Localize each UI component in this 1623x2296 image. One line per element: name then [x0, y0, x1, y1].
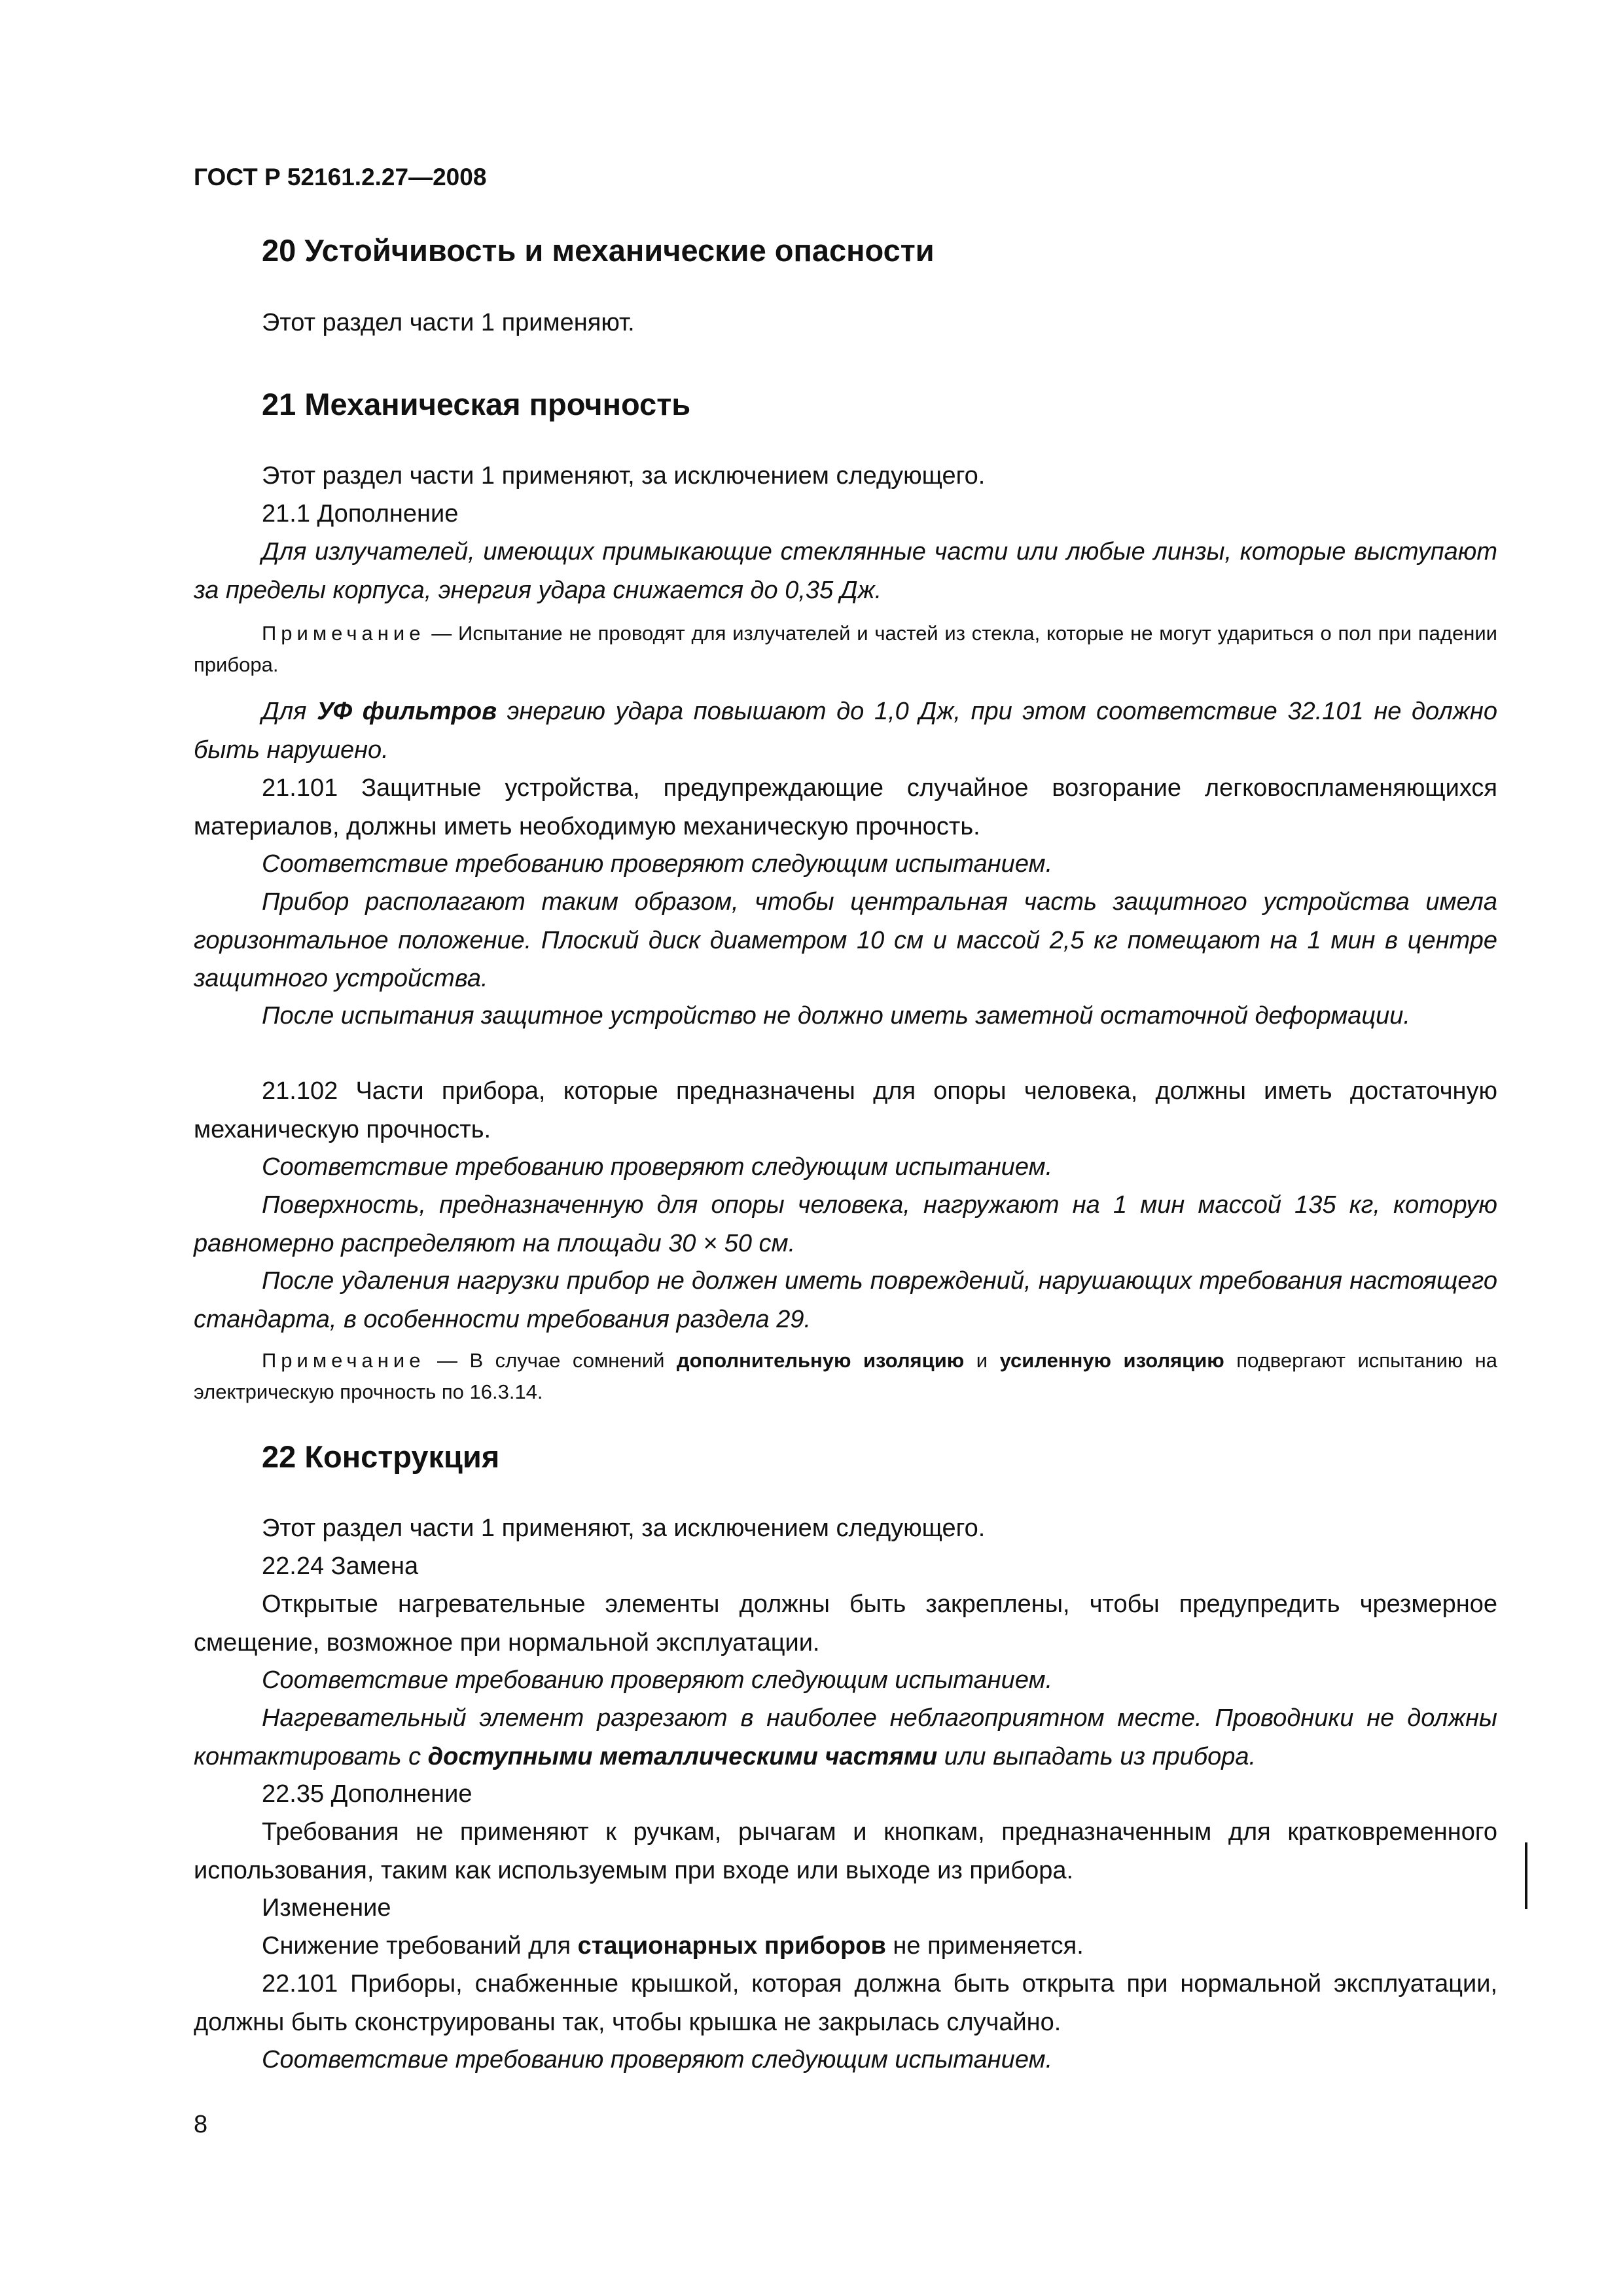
s21-load-test: Поверхность, предназначенную для опоры человека, нагружают на 1 мин массой 135 кг, которую равномерно распределяют на площади 30 × 50 см. — [194, 1191, 1497, 1257]
s22-stationary-note — [194, 1927, 1497, 1965]
note-text: — Испытание не проводят для излучателей и частей из стекла, которые не могут удариться о пол при падении прибора. — [194, 622, 1497, 676]
defined-term: стационарных приборов — [577, 1932, 886, 1960]
defined-term: усиленную изоляцию — [999, 1349, 1224, 1372]
text-run: не применяется. — [885, 1932, 1084, 1960]
s21-clause-21-1: 21.1 Дополнение — [262, 500, 459, 528]
text-run: или выпадать из прибора. — [937, 1742, 1257, 1770]
note-label: Примечание — [262, 1349, 425, 1372]
s22-heating-elements: Открытые нагревательные элементы должны быть закреплены, чтобы предупредить чрезмерное смещение, возможное при нормальной эксплуатации. — [194, 1590, 1497, 1657]
note-text: подвергают испытанию на электрическую прочность по 16.3.14. — [194, 1349, 1498, 1403]
s22-cut-test — [194, 1699, 1497, 1776]
s22-paragraph-1: Этот раздел части 1 применяют, за исключением следующего. — [262, 1515, 986, 1542]
s21-load-result: После удаления нагрузки прибор не должен иметь повреждений, нарушающих требования настоящего стандарта, в особенности требования раздела 29. — [194, 1267, 1497, 1333]
note-label: Примечание — [262, 622, 425, 645]
defined-term: дополнительную изоляцию — [676, 1349, 965, 1372]
s21-test-description: Прибор располагают таким образом, чтобы центральная часть защитного устройства имела горизонтальное положение. Плоский диск диаметром 10 см и массой 2,5 кг помещают на 1 мин в центре защитного устройства. — [194, 888, 1497, 992]
section-22-heading: 22 Конструкция — [262, 1439, 500, 1474]
s21-note-2 — [194, 1345, 1497, 1408]
s21-clause-21-102: 21.102 Части прибора, которые предназначены для опоры человека, должны иметь достаточную механическую прочность. — [194, 1077, 1497, 1143]
text-run: энергию удара повышают до 1,0 Дж, при этом соответствие 32.101 не должно быть нарушено. — [194, 698, 1497, 764]
note-text: и — [964, 1349, 1000, 1372]
s22-handles-requirement: Требования не применяют к ручкам, рычагам и кнопкам, предназначенным для кратковременного использования, таким как используемым при входе или выходе из прибора. — [194, 1818, 1497, 1884]
s21-compliance-1: Соответствие требованию проверяют следующим испытанием. — [262, 850, 1053, 878]
s20-paragraph: Этот раздел части 1 применяют. — [262, 309, 635, 336]
text-run: Нагревательный элемент разрезают в наиболее неблагоприятном месте. Проводники не должны контактировать с — [194, 1704, 1497, 1770]
document-header: ГОСТ Р 52161.2.27—2008 — [194, 164, 487, 190]
note-text: — В случае сомнений — [425, 1349, 677, 1372]
change-bar — [1525, 1842, 1527, 1909]
s21-clause-21-101: 21.101 Защитные устройства, предупреждающие случайное возгорание легковоспламеняющихся материалов, должны иметь необходимую механическую прочность. — [194, 774, 1497, 840]
s22-modification-label: Изменение — [262, 1894, 391, 1922]
s21-paragraph-3: Для излучателей, имеющих примыкающие стеклянные части или любые линзы, которые выступают за пределы корпуса, энергия удара снижается до 0,35 Дж. — [194, 538, 1497, 604]
s21-paragraph-1: Этот раздел части 1 применяют, за исключением следующего. — [262, 462, 986, 490]
text-run: Для — [262, 698, 317, 725]
section-21-heading: 21 Механическая прочность — [262, 387, 691, 422]
defined-term: доступными металлическими частями — [427, 1742, 938, 1770]
s22-clause-22-35: 22.35 Дополнение — [262, 1780, 473, 1808]
s22-clause-22-101: 22.101 Приборы, снабженные крышкой, которая должна быть открыта при нормальной эксплуатации, должны быть сконструированы так, чтобы крышка не закрылась случайно. — [194, 1970, 1497, 2036]
section-20-heading: 20 Устойчивость и механические опасности — [262, 233, 935, 268]
page-number: 8 — [194, 2111, 208, 2138]
s21-compliance-2: Соответствие требованию проверяют следующим испытанием. — [262, 1153, 1053, 1181]
defined-term: УФ фильтров — [317, 698, 497, 725]
text-run: Снижение требований для — [262, 1932, 578, 1960]
s22-clause-22-24: 22.24 Замена — [262, 1552, 419, 1580]
s21-note-1 — [194, 618, 1497, 681]
s21-test-result: После испытания защитное устройство не должно иметь заметной остаточной деформации. — [262, 1002, 1410, 1030]
s21-paragraph-4 — [194, 692, 1497, 769]
s22-compliance-2: Соответствие требованию проверяют следующим испытанием. — [262, 2046, 1053, 2073]
s22-compliance-1: Соответствие требованию проверяют следующим испытанием. — [262, 1666, 1053, 1694]
